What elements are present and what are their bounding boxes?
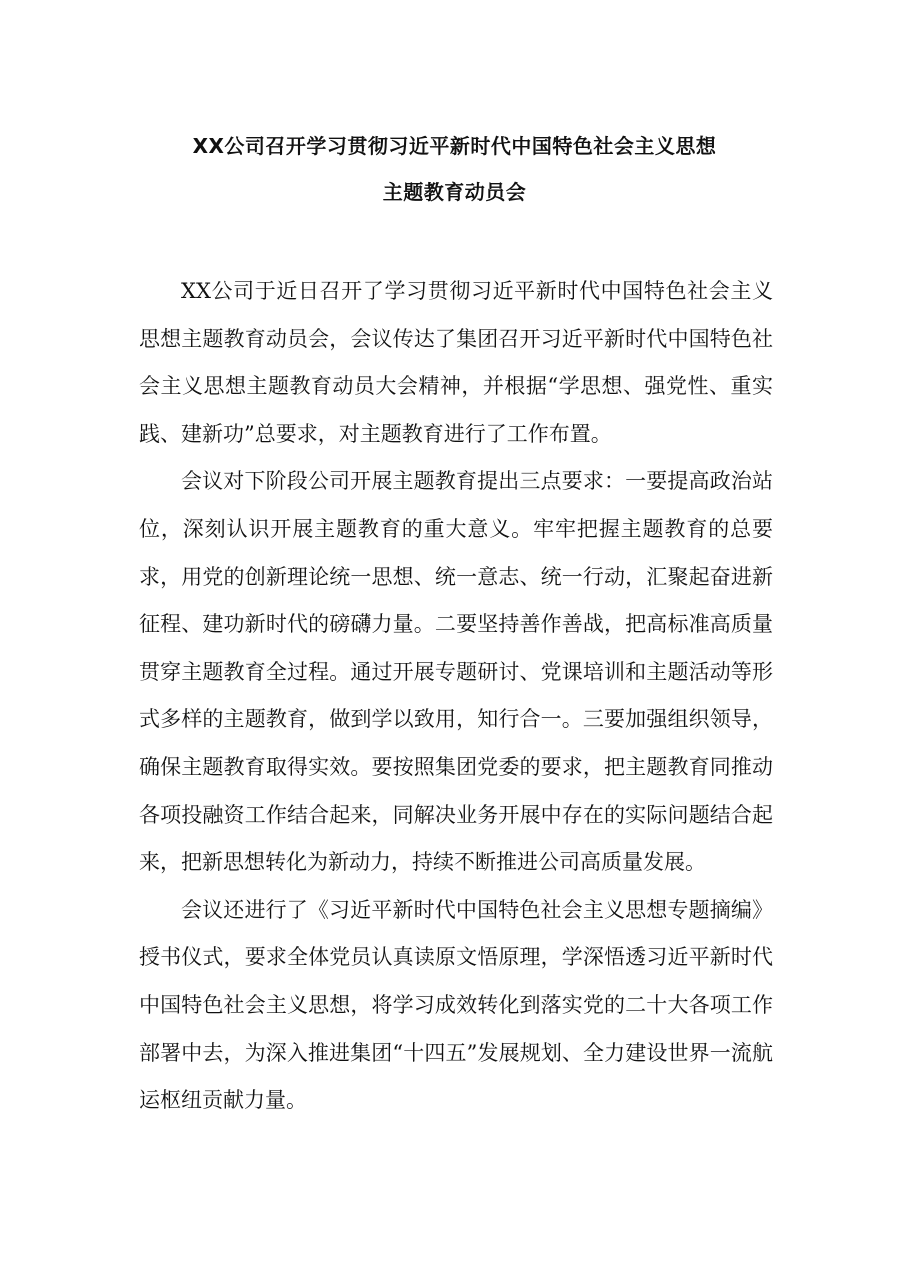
document-title-line-1: XX公司召开学习贯彻习近平新时代中国特色社会主义思想 [192,134,717,158]
body-paragraph: 会议对下阶段公司开展主题教育提出三点要求：一要提高政治站位，深刻认识开展主题教育的重大意义。牢牢把握主题教育的总要求，用党的创新理论统一思想、统一意志、统一行动，汇聚起奋进新征程、建功新时代的磅礴力量。二要坚持善作善战，把高标准高质量贯穿主题教育全过程。通过开展专题研讨、党课培训和主题活动等形式多样的主题教育，做到学以致用，知行合一。三要加强组织领导，确保主题教育取得实效。要按照集团党委的要求，把主题教育同推动各项投融资工作结合起来，同解决业务开展中存在的实际问题结合起来，把新思想转化为新动力，持续不断推进公司高质量发展。 [139,469,773,875]
body-paragraph: 会议还进行了《习近平新时代中国特色社会主义思想专题摘编》授书仪式，要求全体党员认真读原文悟原理，学深悟透习近平新时代中国特色社会主义思想，将学习成效转化到落实党的二十大各项工作部署中去，为深入推进集团“十四五”发展规划、全力建设世界一流航运枢纽贡献力量。 [139,897,773,1113]
document-body [139,268,773,1125]
body-paragraph: XX公司于近日召开了学习贯彻习近平新时代中国特色社会主义思想主题教育动员会，会议传达了集团召开习近平新时代中国特色社会主义思想主题教育动员大会精神，并根据“学思想、强党性、重实践、建新功”总要求，对主题教育进行了工作布置。 [139,279,773,446]
document-title-line-2: 主题教育动员会 [382,180,527,204]
